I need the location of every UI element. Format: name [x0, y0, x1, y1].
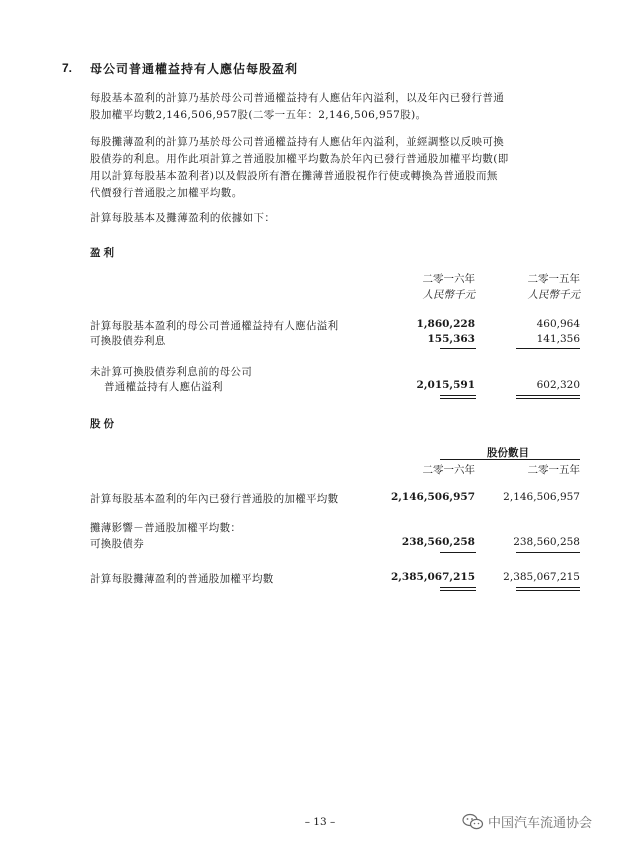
- total-double-rule: [440, 395, 476, 399]
- shares-diluted-2016: 2,385,067,215: [390, 571, 475, 583]
- group-header-rule: [440, 459, 580, 460]
- dilution-rule: [516, 552, 580, 553]
- watermark: [462, 812, 592, 831]
- earnings-row-label: 計算每股基本盈利的母公司普通權益持有人應佔溢利: [90, 320, 339, 332]
- section-title: 母公司普通權益持有人應佔每股盈利: [90, 62, 299, 76]
- shares-dilution-2016: 238,560,258: [401, 536, 475, 548]
- shares-col-year-2016: 二零一六年: [422, 464, 475, 476]
- shares-dilution-label-line2: 可換股債券: [90, 538, 144, 550]
- earnings-value-2016: 155,363: [427, 333, 475, 345]
- subtotal-rule: [516, 348, 580, 349]
- col-unit-2016: 人民幣千元: [422, 289, 475, 301]
- shares-basic-2015: 2,146,506,957: [503, 491, 580, 503]
- watermark-text: 中国汽车流通协会: [488, 816, 593, 831]
- page-number: – 13 –: [304, 816, 336, 828]
- total-double-rule: [516, 395, 580, 399]
- section-number: 7.: [62, 61, 73, 75]
- earnings-value-2015: 460,964: [536, 318, 580, 330]
- shares-basic-2016: 2,146,506,957: [390, 491, 475, 503]
- col-year-2016: 二零一六年: [422, 273, 475, 285]
- earnings-row-label: 可換股債券利息: [90, 335, 166, 347]
- diluted-double-rule: [440, 587, 476, 591]
- shares-basic-label: 計算每股基本盈利的年內已發行普通股的加權平均數: [90, 493, 339, 505]
- shares-group-header: 股份數目: [487, 447, 529, 459]
- col-unit-2015: 人民幣千元: [527, 289, 580, 301]
- earnings-heading: 盈利: [90, 247, 117, 259]
- shares-heading: 股份: [90, 418, 117, 430]
- subtotal-rule: [440, 348, 476, 349]
- wechat-icon: [462, 813, 484, 831]
- paragraph-line: 股債券的利息。用作此項計算之普通股加權平均數為於年內已發行普通股加權平均數(即: [90, 153, 509, 165]
- earnings-total-2015: 602,320: [536, 379, 580, 391]
- basis-sentence: 計算每股基本及攤薄盈利的依據如下：: [90, 212, 276, 224]
- earnings-value-2015: 141,356: [536, 333, 580, 345]
- shares-dilution-label-line1: 攤薄影響－普通股加權平均數：: [90, 522, 242, 534]
- diluted-double-rule: [516, 587, 580, 591]
- shares-col-year-2015: 二零一五年: [527, 464, 580, 476]
- earnings-total-label-line2: 普通權益持有人應佔溢利: [104, 381, 223, 393]
- shares-diluted-label: 計算每股攤薄盈利的普通股加權平均數: [90, 573, 274, 585]
- col-year-2015: 二零一五年: [527, 273, 580, 285]
- shares-dilution-2015: 238,560,258: [513, 536, 580, 548]
- paragraph-line: 股加權平均數2,146,506,957股(二零一五年：2,146,506,957股)。: [90, 109, 427, 121]
- basic-eps-paragraph: [90, 90, 588, 124]
- paragraph-line: 用以計算每股基本盈利者)以及假設所有潛在攤薄普通股視作行使或轉換為普通股而無: [90, 170, 498, 182]
- earnings-total-label-line1: 未計算可換股債券利息前的母公司: [90, 366, 252, 378]
- dilution-rule: [440, 552, 476, 553]
- paragraph-line: 每股攤薄盈利的計算乃基於母公司普通權益持有人應佔年內溢利，並經調整以反映可換: [90, 136, 505, 148]
- shares-diluted-2015: 2,385,067,215: [503, 571, 580, 583]
- paragraph-line: 代價發行普通股之加權平均數。: [90, 187, 243, 199]
- earnings-total-2016: 2,015,591: [416, 379, 475, 391]
- diluted-eps-paragraph: [90, 134, 588, 202]
- earnings-value-2016: 1,860,228: [416, 318, 475, 330]
- paragraph-line: 每股基本盈利的計算乃基於母公司普通權益持有人應佔年內溢利，以及年內已發行普通: [90, 92, 505, 104]
